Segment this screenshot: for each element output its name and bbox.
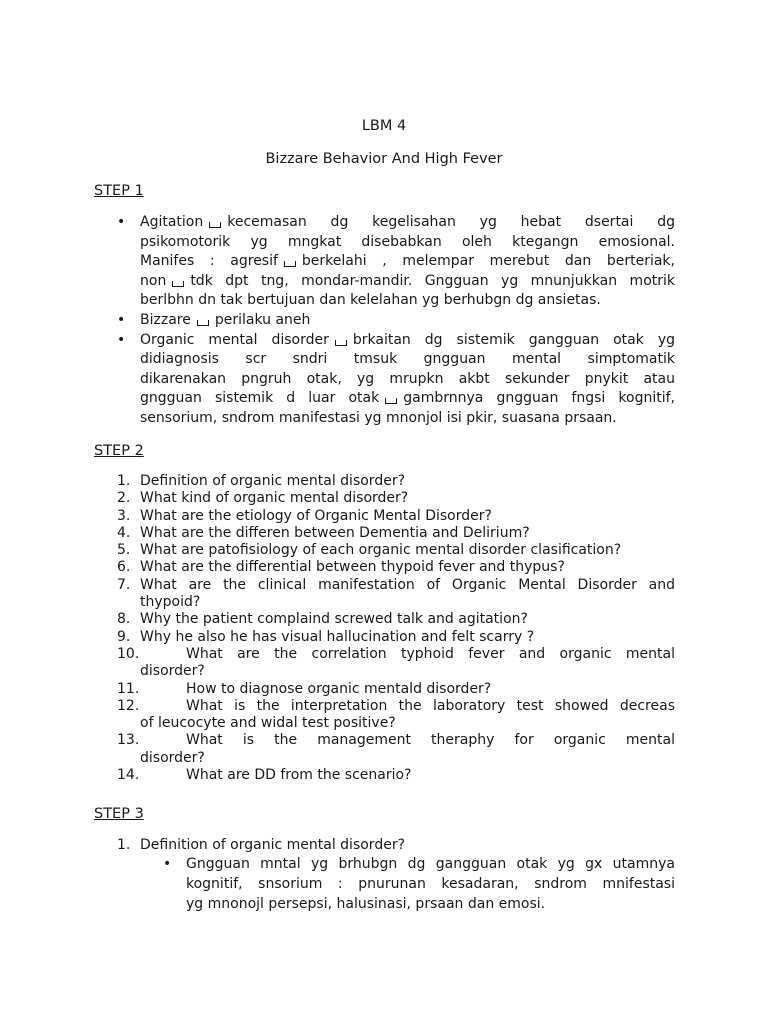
step3-list [117, 837, 675, 854]
list-item: 2. What kind of organic mental disorder? [117, 490, 409, 507]
list-item: • Organic mental disorder brkaitan dg sistemik gangguan otak yg didiagnosis scr sndri tmsuk gngguan mental simptomatik dikarenakan pngruh otak, yg mrupkn akbt sekunder pnykit atau gngguan sistemik d luar otak gambrnnya gngguan fngsi kognitif, sensorium, sndrom manifestasi yg mnonjol isi pkir, suasana prsaan. [117, 331, 675, 426]
step2-list: 1. Definition of organic mental disorder? 2. What kind of organic mental disorder? 3. What are the etiology of Organic Mental Disorder? 4. What are the differen between Dementia and Delirium? 5. What are patofisiology of each organic mental disorder clasification? 6. What are the differential between thypoid fever and thypus? 7. What are the clinical manifestation of Organic Mental Disorder and thypoid? 8. Why the patient complaind screwed talk and agitation? 9. Why he also he has visual hallucination and felt scarry ? 10. What are the correlation typhoid fever and organic mental disorder? 11. How to diagnose organic mentald disorder? 12. What is the interpretation the laboratory test showed decreas of leucocyte and widal test positive? 13. What is the management theraphy for organic mental disorder? 14. What are DD from the scenario? [117, 473, 675, 784]
arrow-icon [197, 320, 209, 326]
bullet-icon: • [163, 856, 172, 872]
arrow-icon [284, 261, 296, 267]
list-item: 4. What are the differen between Dementia and Delirium? [117, 524, 530, 541]
list-item: 10. What are the correlation typhoid fever and organic mental [117, 645, 675, 662]
arrow-icon [209, 222, 221, 228]
step2-heading: STEP 2 [94, 443, 144, 459]
list-item: 1. Definition of organic mental disorder? [117, 837, 406, 853]
list-item: 13. What is the management theraphy for organic mental [117, 732, 675, 749]
list-item: 7. What are the clinical manifestation of Organic Mental Disorder and [117, 576, 675, 593]
arrow-icon [335, 340, 347, 346]
list-item: 11. How to diagnose organic mentald disorder? [117, 680, 492, 697]
list-item: 6. What are the differential between thypoid fever and thypus? [117, 559, 565, 576]
arrow-icon [172, 281, 184, 287]
step3-heading: STEP 3 [94, 806, 144, 822]
list-item: • Gngguan mntal yg brhubgn dg gangguan otak yg gx utamnya [163, 856, 675, 872]
list-item: 5. What are patofisiology of each organic mental disorder clasification? [117, 542, 622, 559]
list-item: 9. Why he also he has visual hallucination and felt scarry ? [117, 628, 535, 645]
step3-sub-bullets: • Gngguan mntal yg brhubgn dg gangguan otak yg gx utamnya kognitif, snsorium : pnurunan kesadaran, sndrom mnifestasi yg mnonojl persepsi, halusinasi, prsaan dan emosi. [163, 856, 675, 912]
bullet-icon: • [117, 311, 126, 328]
list-item: 14. What are DD from the scenario? [117, 767, 412, 784]
list-item: 1. Definition of organic mental disorder? [117, 473, 406, 489]
document-title: Bizzare Behavior And High Fever [265, 151, 503, 167]
list-item: • Bizzare perilaku aneh [117, 311, 675, 331]
bullet-icon: • [117, 331, 126, 348]
arrow-icon [385, 398, 397, 404]
list-item: • Agitation kecemasan dg kegelisahan yg hebat dsertai dg psikomotorik yg mngkat disebabkan oleh ktegangn emosional. Manifes : agresif berkelahi , melempar merebut dan berteriak, non tdk dpt tng, mondar-mandir. Gngguan yg mnunjukkan motrik berlbhn dn tak bertujuan dan kelelahan yg berhubgn dg ansietas. [117, 214, 675, 309]
bullet-icon: • [117, 214, 126, 230]
step1-list [117, 213, 675, 429]
step1-heading: STEP 1 [94, 183, 144, 199]
list-item: 3. What are the etiology of Organic Mental Disorder? [117, 507, 492, 524]
document-code: LBM 4 [361, 118, 407, 134]
list-item: 12. What is the interpretation the laboratory test showed decreas [117, 697, 675, 714]
list-item: 8. Why the patient complaind screwed talk and agitation? [117, 611, 528, 628]
